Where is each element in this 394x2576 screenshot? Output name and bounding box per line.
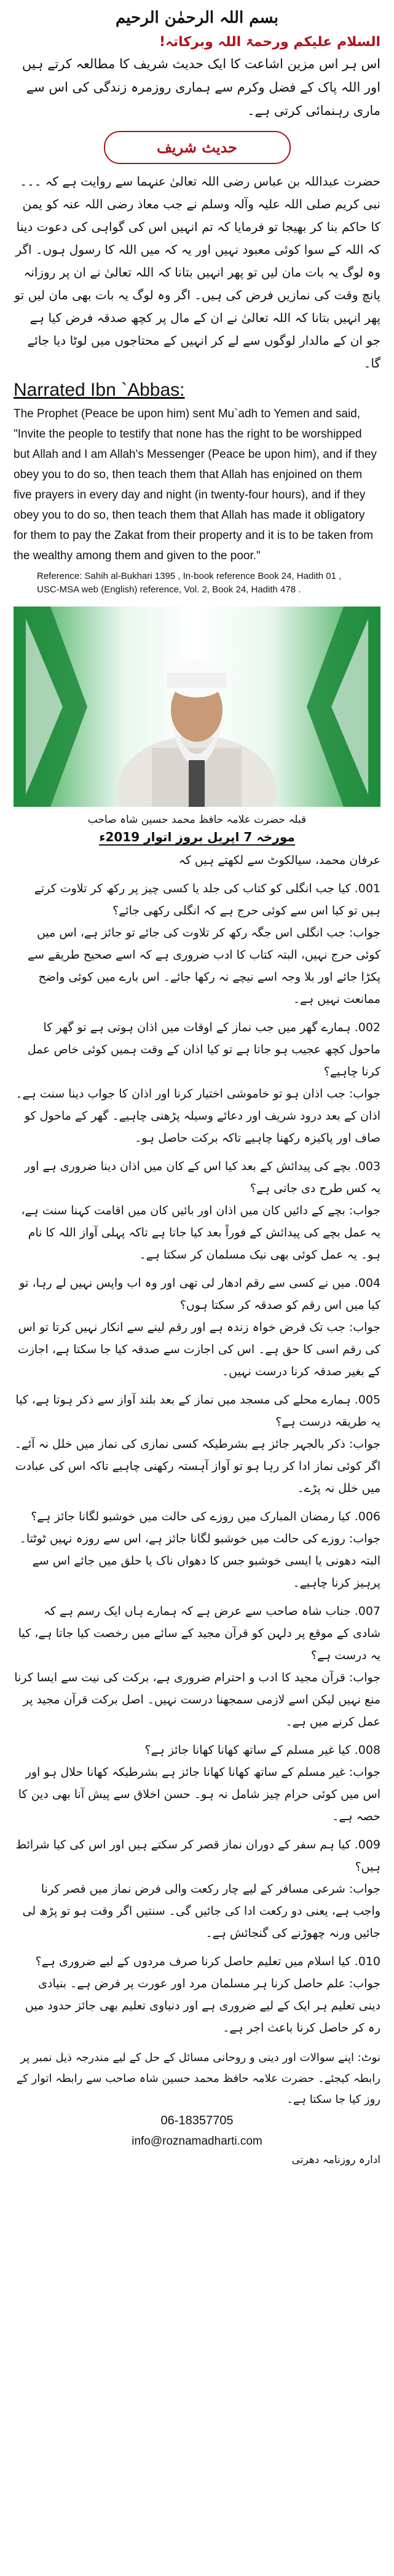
question-4: 004. میں نے کسی سے رقم ادھار لی تھی اور وہ اب واپس نہیں لے رہا، تو کیا میں اس رقم کو صدقہ کر سکتا ہوں؟: [19, 1276, 380, 1312]
reference-line-1: Reference: Sahih al-Bukhari 1395 , In-book reference Book 24, Hadith 01 ,: [37, 571, 342, 581]
question-7: 007. جناب شاہ صاحب سے عرض ہے کہ ہمارے ہاں ایک رسم ہے کہ شادی کے موقع پر دلہن کو قرآن مجید کے سائے میں رخصت کیا جاتا ہے، کیا یہ درست ہے؟: [18, 1604, 380, 1662]
newspaper-signature: ادارہ روزنامہ دھرتی: [291, 2154, 380, 2166]
answer-8: جواب: غیر مسلم کے ساتھ کھانا کھانا جائز ہے بشرطیکہ کھانا حلال ہو اور اس میں کوئی حرام چیز شامل نہ ہو۔ حسن اخلاق سے پیش آنا بھی دین کا حصہ ہے۔: [18, 1765, 380, 1823]
date-text: مورخہ 7 اپریل بروز اتوار 2019ء: [99, 830, 295, 844]
photo-graphic: [14, 607, 380, 807]
answer-5: جواب: ذکر بالجہر جائز ہے بشرطیکہ کسی نمازی کی نماز میں خلل نہ آئے۔ اگر کوئی نماز ادا کر رہا ہو تو آواز آہستہ رکھنی چاہیے تاکہ اس کی عبادت میں خلل نہ پڑے۔: [14, 1437, 380, 1495]
photo-caption: قبلہ حضرت علامہ حافظ محمد حسین شاہ صاحب: [87, 814, 307, 826]
date-line: [0, 830, 394, 844]
scholar-photo: [14, 607, 380, 807]
hadith-urdu-text: حضرت عبداللہ بن عباس رضی اللہ تعالیٰ عنہما سے روایت ہے کہ ۔۔۔ نبی کریم صلی اللہ علیہ وآلہ وسلم نے جب معاذ رضی اللہ عنہ کو یمن کا حاکم بنا کر بھیجا تو فرمایا کہ تم انہیں اس کی گواہی کی دعوت دینا کہ اللہ کے سوا کوئی معبود نہیں اور یہ کہ میں اللہ کا رسول ہوں۔ اگر وہ لوگ یہ بات مان لیں تو پھر انہیں بتانا کہ اللہ تعالیٰ نے ان پر روزانہ پانچ وقت کی نمازیں فرض کی ہیں۔ اگر وہ لوگ یہ بات بھی مان لیں تو پھر انہیں بتانا کہ اللہ تعالیٰ نے ان کے مال پر کچھ صدقہ فرض کیا ہے جو ان کے مالدار لوگوں سے لے کر انہیں کے محتاجوں میں لوٹا دیا جائے گا۔: [14, 174, 380, 371]
answer-9: جواب: شرعی مسافر کے لیے چار رکعت والی فرض نماز میں قصر کرنا واجب ہے، یعنی دو رکعت ادا کی جائیں گی۔ سنتیں اگر وقت ہو تو پڑھ لی جائیں ورنہ چھوڑنے کی گنجائش ہے۔: [22, 1882, 380, 1940]
question-3: 003. بچے کی پیدائش کے بعد کیا اس کے کان میں اذان دینا ضروری ہے اور یہ کس طرح دی جاتی ہے؟: [24, 1160, 380, 1195]
question-5: 005. ہمارے محلے کی مسجد میں نماز کے بعد بلند آواز سے ذکر ہوتا ہے، کیا یہ طریقہ درست ہے؟: [15, 1393, 380, 1429]
contact-phone: 06-18357705: [160, 2114, 234, 2127]
intro-text: اس ہر اس مزین اشاعت کا ایک حدیث شریف کا مطالعہ کرتے ہیں اور اللہ پاک کے فضل وکرم سے ہماری روزمرہ زندگی کی اس سے ماری رہنمائی کرتی ہے۔: [22, 57, 380, 118]
hadith-english-block: [0, 380, 394, 566]
question-2: 002. ہمارے گھر میں جب نماز کے اوقات میں اذان ہوتی ہے تو گھر کا ماحول کچھ عجیب ہو جاتا ہے تو کیا اذان کے وقت ہمیں کوئی خاص عمل کرنا چاہیے؟: [27, 1021, 380, 1078]
answer-1: جواب: جب انگلی اس جگہ رکھ کر تلاوت کی جائے تو جائز ہے، اس میں کوئی حرج نہیں، البتہ کتاب کا ادب ضروری ہے کہ اسے صحیح طریقے سے پکڑا جائے اور بلا وجہ اسے نیچے نہ رکھا جائے۔ اس بارے میں کوئی واضح ممانعت نہیں ہے۔: [27, 926, 380, 1006]
footer-note: [0, 2039, 394, 2131]
hadith-banner: حدیث شریف: [104, 131, 291, 164]
hadith-reference: [0, 566, 394, 597]
question-6: 006. کیا رمضان المبارک میں روزے کی حالت میں خوشبو لگانا جائز ہے؟: [31, 1510, 380, 1523]
qa-opening: عرفان محمد، سیالکوٹ سے لکھتے ہیں کہ: [178, 854, 380, 867]
answer-7: جواب: قرآن مجید کا ادب و احترام ضروری ہے، برکت کی نیت سے ایسا کرنا منع نہیں لیکن اسے لازمی سمجھنا درست نہیں۔ اصل برکت قرآن مجید پر عمل کرنے میں ہے۔: [14, 1671, 380, 1729]
reference-line-2: USC-MSA web (English) reference, Vol. 2, Book 24, Hadith 478 .: [37, 584, 301, 595]
question-1: 001. کیا جب انگلی کو کتاب کی جلد یا کسی چیز پر رکھ کر تلاوت کرتے ہیں تو کیا اس سے کوئی حرج ہے کہ انگلی رکھی جائے؟: [34, 882, 380, 917]
question-8: 008. کیا غیر مسلم کے ساتھ کھانا کھانا جائز ہے؟: [144, 1743, 380, 1757]
narrator-heading: Narrated Ibn `Abbas:: [14, 380, 185, 400]
answer-10: جواب: علم حاصل کرنا ہر مسلمان مرد اور عورت پر فرض ہے۔ بنیادی دینی تعلیم ہر ایک کے لیے ضروری ہے اور دنیاوی تعلیم بھی جائز حدود میں رہ کر حاصل کرنا باعث اجر ہے۔: [25, 1977, 380, 2035]
qa-section: [0, 844, 394, 2039]
question-10: 010. کیا اسلام میں تعلیم حاصل کرنا صرف مردوں کے لیے ضروری ہے؟: [35, 1955, 380, 1968]
footer-note-text: نوٹ: اپنے سوالات اور دینی و روحانی مسائل کے حل کے لیے مندرجہ ذیل نمبر پر رابطہ کیجئے۔ حضرت علامہ حافظ محمد حسین شاہ صاحب سے رابطہ اتوار کے روز کیا جا سکتا ہے۔: [16, 2051, 380, 2106]
answer-6: جواب: روزے کی حالت میں خوشبو لگانا جائز ہے، اس سے روزہ نہیں ٹوٹتا۔ البتہ دھونی یا ایسی خوشبو جس کا دھواں ناک یا حلق میں جائے اس سے پرہیز کرنا چاہیے۔: [19, 1532, 380, 1590]
contact-email[interactable]: info@roznamadharti.com: [132, 2135, 262, 2148]
answer-3: جواب: بچے کے دائیں کان میں اذان اور بائیں کان میں اقامت کہنا سنت ہے، یہ عمل بچے کی پیدائش کے فوراً بعد کیا جاتا ہے تاکہ پہلی آواز اللہ کا نام ہو۔ یہ عمل کوئی بھی نیک مسلمان کر سکتا ہے۔: [21, 1204, 380, 1262]
bismillah-heading: بسم اللہ الرحمٰن الرحیم: [116, 9, 278, 27]
answer-4: جواب: جب تک قرض خواہ زندہ ہے اور رقم لینے سے انکار نہیں کرتا تو اس کی رقم اسی کا حق ہے۔ اس کی اجازت سے صدقہ کیا جا سکتا ہے، اجازت کے بغیر صدقہ کرنا درست نہیں۔: [17, 1321, 380, 1378]
question-9: 009. کیا ہم سفر کے دوران نماز قصر کر سکتے ہیں اور اس کی کیا شرائط ہیں؟: [15, 1838, 380, 1874]
hadith-english-text: The Prophet (Peace be upon him) sent Mu`adh to Yemen and said, "Invite the people to testify that none has the right to be worshipped but Allah and I am Allah's Messenger (Peace be upon him), and if they obey you to do so, then teach them that Allah has enjoined on them five prayers in every day and night (in twenty-four hours), and if they obey you to do so, then teach them that Allah has made it obligatory for them to pay the Zakat from their property and it is to be taken from the wealthy among them and given to the poor.": [14, 407, 377, 562]
salam-greeting: السلام علیکم ورحمۃ اللہ وبرکاتہ!: [159, 34, 380, 50]
answer-2: جواب: جب اذان ہو تو خاموشی اختیار کرنا اور اذان کا جواب دینا سنت ہے۔ اذان کے بعد درود شریف اور دعائے وسیلہ پڑھنی چاہیے۔ گھر کے ماحول کو صاف اور پاکیزہ رکھنا چاہیے تاکہ برکت حاصل ہو۔: [15, 1087, 380, 1145]
